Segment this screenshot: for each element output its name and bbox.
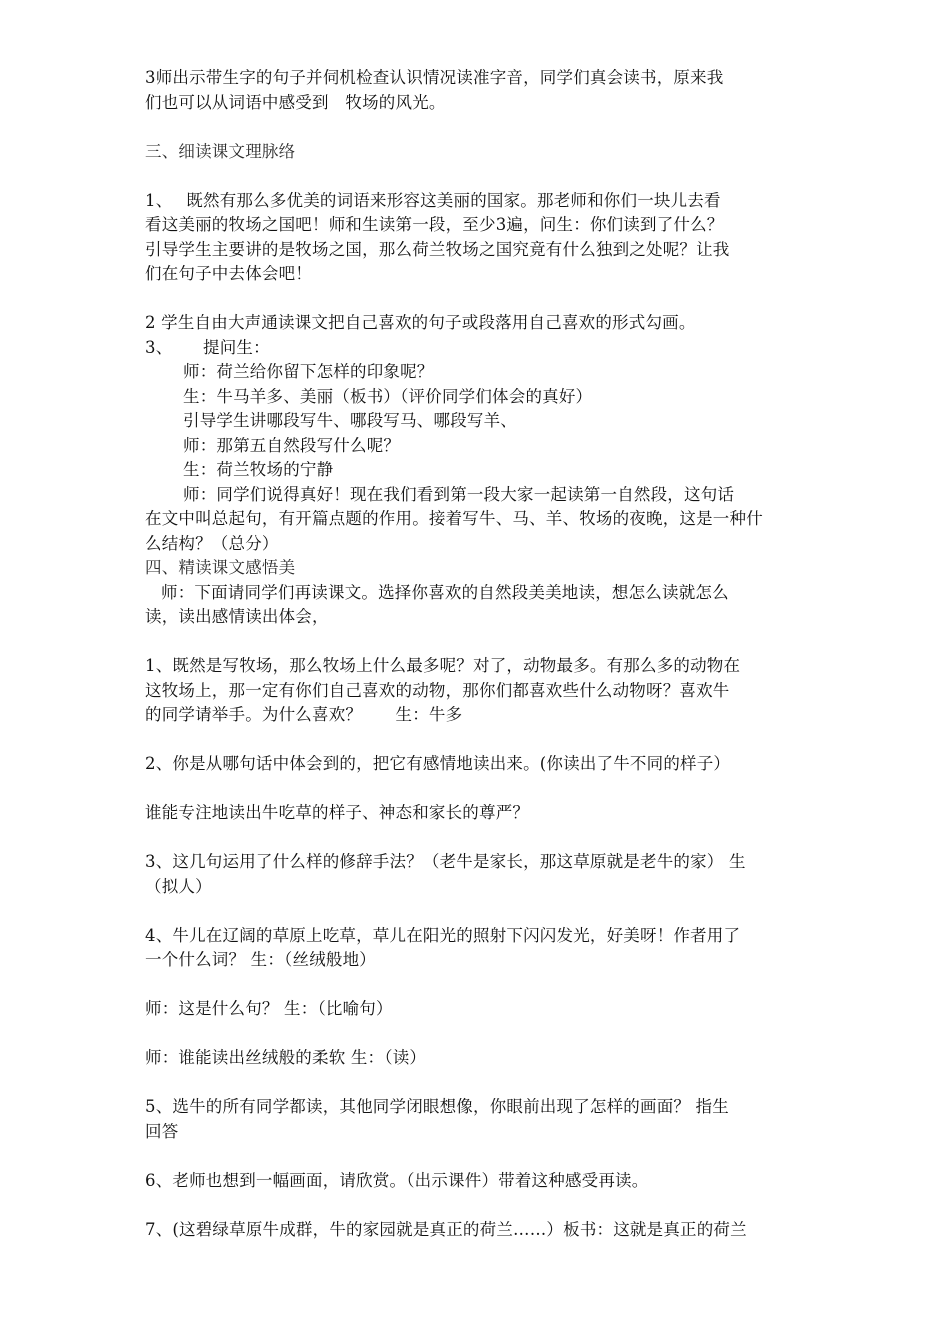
paragraph-line: 3师出示带生字的句子并伺机检查认识情况读准字音，同学们真会读书，原来我 bbox=[145, 68, 724, 87]
paragraph-line: 1、 既然有那么多优美的词语来形容这美丽的国家。那老师和你们一块儿去看 bbox=[145, 190, 721, 210]
section-heading-4: 四、精读课文感悟美 bbox=[145, 558, 296, 577]
paragraph-line: 3、 提问生： bbox=[145, 337, 270, 357]
list-item-line: 的同学请举手。为什么喜欢？ 生：牛多 bbox=[145, 705, 463, 724]
paragraph-line: 看这美丽的牧场之国吧！师和生读第一段，至少3遍，问生：你们读到了什么？ bbox=[145, 215, 724, 234]
list-item-line: 2、你是从哪句话中体会到的，把它有感情地读出来。(你读出了牛不同的样子） bbox=[145, 754, 731, 773]
list-item-line: （拟人） bbox=[145, 876, 212, 896]
dialogue-line: 生：牛马羊多、美丽（板书）（评价同学们体会的真好） bbox=[183, 386, 593, 406]
list-item-line: 师：谁能读出丝绒般的柔软 生：（读） bbox=[145, 1048, 427, 1067]
list-item-line: 7、(这碧绿草原牛成群，牛的家园就是真正的荷兰……）板书：这就是真正的荷兰 bbox=[145, 1219, 747, 1239]
list-item-line: 回答 bbox=[145, 1121, 179, 1141]
list-item-line: 师：这是什么句？ 生：（比喻句） bbox=[145, 999, 393, 1018]
document-page bbox=[145, 66, 813, 1242]
dialogue-line: 师：荷兰给你留下怎样的印象呢？ bbox=[183, 362, 434, 381]
paragraph-line: 们在句子中去体会吧！ bbox=[145, 264, 312, 283]
list-item-line: 4、牛儿在辽阔的草原上吃草，草儿在阳光的照射下闪闪发光，好美呀！作者用了 bbox=[145, 925, 741, 945]
list-item-line: 一个什么词？ 生：（丝绒般地） bbox=[145, 950, 376, 969]
list-item-line: 5、选牛的所有同学都读，其他同学闭眼想像，你眼前出现了怎样的画面？ 指生 bbox=[145, 1097, 729, 1116]
section-heading-3: 三、细读课文理脉络 bbox=[145, 141, 296, 161]
paragraph-line: 在文中叫总起句，有开篇点题的作用。接着写牛、马、羊、牧场的夜晚，这是一种什 bbox=[145, 509, 763, 528]
paragraph-line: 么结构？（总分） bbox=[145, 533, 279, 553]
dialogue-line: 引导学生讲哪段写牛、哪段写马、哪段写羊、 bbox=[183, 411, 517, 430]
list-item-line: 6、老师也想到一幅画面，请欣赏。（出示课件）带着这种感受再读。 bbox=[145, 1170, 649, 1190]
list-item-line: 3、这几句运用了什么样的修辞手法？（老牛是家长，那这草原就是老牛的家） 生 bbox=[145, 852, 746, 871]
paragraph-line: 引导学生主要讲的是牧场之国，那么荷兰牧场之国究竟有什么独到之处呢？让我 bbox=[145, 239, 730, 259]
dialogue-line: 生：荷兰牧场的宁静 bbox=[183, 460, 334, 479]
paragraph-line: 师：下面请同学们再读课文。选择你喜欢的自然段美美地读，想怎么读就怎么 bbox=[161, 582, 729, 602]
paragraph-line: 2 学生自由大声通读课文把自己喜欢的句子或段落用自己喜欢的形式勾画。 bbox=[145, 313, 696, 332]
dialogue-line: 师：同学们说得真好！现在我们看到第一段大家一起读第一自然段，这句话 bbox=[183, 484, 735, 504]
paragraph-line: 读，读出感情读出体会， bbox=[145, 607, 329, 626]
paragraph-line: 们也可以从词语中感受到 牧场的风光。 bbox=[145, 92, 446, 112]
list-item-line: 1、既然是写牧场，那么牧场上什么最多呢？对了，动物最多。有那么多的动物在 bbox=[145, 656, 741, 675]
dialogue-line: 师：那第五自然段写什么呢？ bbox=[183, 435, 401, 455]
list-item-line: 这牧场上，那一定有你们自己喜欢的动物，那你们都喜欢些什么动物呀？喜欢牛 bbox=[145, 680, 730, 700]
list-item-line: 谁能专注地读出牛吃草的样子、神态和家长的尊严？ bbox=[145, 803, 530, 822]
